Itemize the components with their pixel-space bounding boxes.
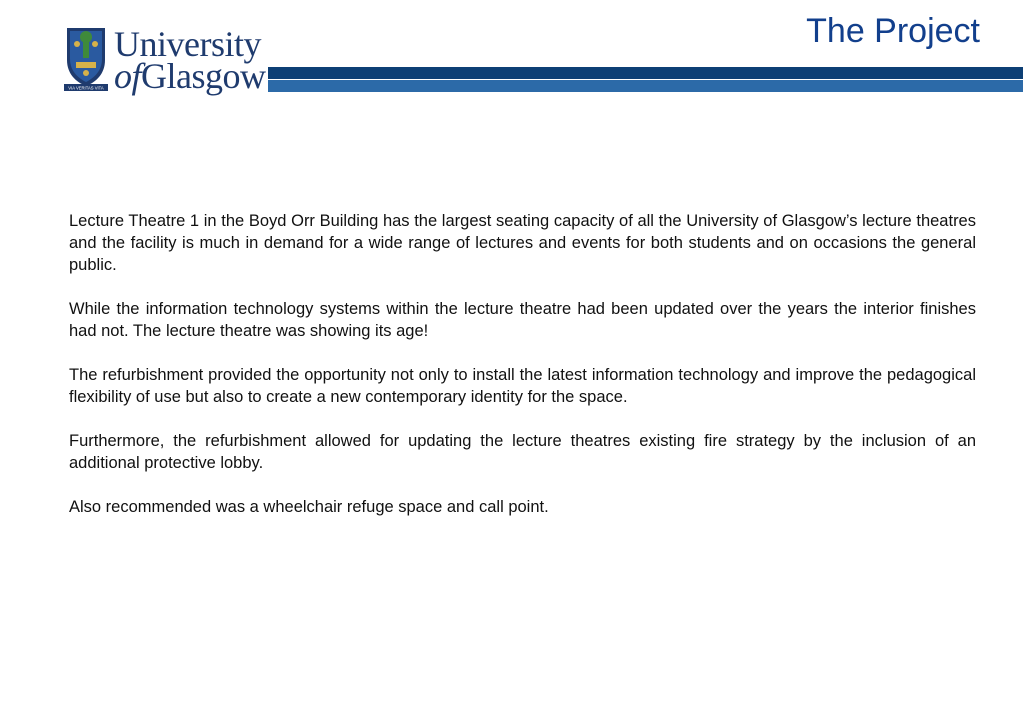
body-text (69, 210, 976, 540)
university-logo (64, 26, 264, 94)
logo-line-university: University (114, 24, 261, 64)
logo-line-glasgow (114, 58, 266, 94)
logo-of: of (114, 56, 142, 96)
header-bar-light (268, 80, 1023, 92)
paragraph: Furthermore, the refurbishment allowed for updating the lecture theatres existing fire strategy by the inclusion of an additional protective lobby. (69, 432, 976, 472)
paragraph: The refurbishment provided the opportunity not only to install the latest information technology and improve the pedagogical flexibility of use but also to create a new contemporary identity for the space. (69, 366, 976, 406)
header-bar (268, 67, 1023, 92)
logo-wordmark (114, 26, 266, 94)
paragraph: Also recommended was a wheelchair refuge space and call point. (69, 498, 549, 516)
paragraph: Lecture Theatre 1 in the Boyd Orr Building has the largest seating capacity of all the University of Glasgow’s lecture theatres and the facility is much in demand for a wide range of lectures and events for both students and on occasions the general public. (69, 212, 976, 274)
logo-motto: VIA VERITAS VITA (68, 85, 104, 91)
header-bar-dark (268, 67, 1023, 79)
logo-glasgow: Glasgow (141, 56, 266, 96)
paragraph: While the information technology systems within the lecture theatre had been updated over the years the interior finishes had not. The lecture theatre was showing its age! (69, 300, 976, 340)
crest-icon (64, 26, 108, 92)
page-title: The Project (806, 12, 980, 50)
